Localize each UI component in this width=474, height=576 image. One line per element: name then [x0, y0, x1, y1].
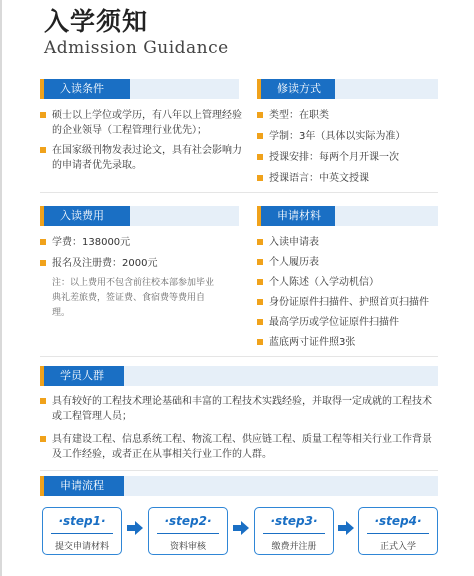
bullet-icon [40, 239, 46, 245]
section-title-fees: 入读费用 [40, 206, 130, 226]
step-box-3 [254, 507, 334, 555]
page-title: 入学须知 [44, 7, 149, 36]
list-item: 身份证原件扫描件、护照首页扫描件 [257, 295, 442, 310]
step-label: ·step1· [58, 514, 106, 528]
list-item: 个人履历表 [257, 255, 442, 270]
divider [40, 192, 438, 193]
step-text: 资料审核 [169, 542, 206, 552]
section-header-process [40, 476, 438, 496]
admission-list [40, 108, 245, 178]
list-item: 类型：在职类 [257, 108, 442, 123]
list-item: 最高学历或学位证原件扫描件 [257, 315, 442, 330]
list-item: 具有建设工程、信息系统工程、物流工程、供应链工程、质量工程等相关行业工作背景及工作经验，或者正在从事相关行业工作的人群。 [40, 432, 440, 462]
bullet-icon [40, 112, 46, 118]
bullet-icon [257, 133, 263, 139]
study-mode-list [257, 108, 442, 192]
list-item: 授课语言：中英文授课 [257, 171, 442, 186]
step-text: 提交申请材料 [54, 542, 109, 552]
step-label: ·step2· [164, 514, 212, 528]
list-item: 授课安排：每两个月开课一次 [257, 150, 442, 165]
arrow-right-icon [233, 521, 249, 535]
arrow-right-icon [338, 521, 354, 535]
bullet-icon [257, 175, 263, 181]
step-divider [367, 533, 429, 534]
divider [40, 470, 438, 471]
fees-list [40, 235, 245, 277]
section-header-materials [257, 206, 438, 226]
section-title-process: 申请流程 [40, 476, 124, 496]
audience-list [40, 394, 440, 467]
list-item: 蓝底两寸证件照3张 [257, 335, 442, 350]
list-item: 具有较好的工程技术理论基础和丰富的工程技术实践经验，并取得一定成就的工程技术或工程管理人员； [40, 394, 440, 424]
step-box-1 [42, 507, 122, 555]
bullet-icon [257, 259, 263, 265]
step-label: ·step4· [374, 514, 422, 528]
divider [40, 356, 438, 357]
list-item: 学制：3年（具体以实际为准） [257, 129, 442, 144]
list-item: 学费：138000元 [40, 235, 245, 250]
bullet-icon [40, 436, 46, 442]
bullet-icon [257, 239, 263, 245]
bullet-icon [40, 260, 46, 266]
section-header-admission [40, 79, 239, 99]
list-item: 硕士以上学位或学历，有八年以上管理经验的企业领导（工程管理行业优先）； [40, 108, 245, 138]
section-title-admission: 入读条件 [40, 79, 130, 99]
bullet-icon [257, 154, 263, 160]
section-header-study-mode [257, 79, 438, 99]
step-text: 缴费并注册 [271, 542, 317, 552]
step-divider [263, 533, 325, 534]
section-title-materials: 申请材料 [257, 206, 335, 226]
step-divider [157, 533, 219, 534]
bullet-icon [40, 147, 46, 153]
bullet-icon [257, 299, 263, 305]
list-item: 在国家级刊物发表过论文，具有社会影响力的申请者优先录取。 [40, 143, 245, 173]
section-title-audience: 学员人群 [40, 366, 124, 386]
step-box-4 [358, 507, 438, 555]
list-item: 入读申请表 [257, 235, 442, 250]
section-title-study-mode: 修读方式 [257, 79, 335, 99]
section-header-audience [40, 366, 438, 386]
arrow-right-icon [127, 521, 143, 535]
bullet-icon [257, 279, 263, 285]
page-subtitle: Admission Guidance [44, 38, 229, 58]
bullet-icon [257, 319, 263, 325]
bullet-icon [257, 339, 263, 345]
step-divider [51, 533, 113, 534]
section-header-fees [40, 206, 239, 226]
step-label: ·step3· [270, 514, 318, 528]
list-item: 个人陈述（入学动机信） [257, 275, 442, 290]
list-item: 报名及注册费：2000元 [40, 256, 245, 271]
step-box-2 [148, 507, 228, 555]
bullet-icon [40, 398, 46, 404]
fees-note: 注：以上费用不包含前往校本部参加毕业典礼差旅费，签证费、食宿费等费用自理。 [52, 278, 215, 318]
step-text: 正式入学 [379, 542, 416, 552]
materials-list [257, 235, 442, 355]
bullet-icon [257, 112, 263, 118]
page-edge-rule [0, 0, 2, 576]
